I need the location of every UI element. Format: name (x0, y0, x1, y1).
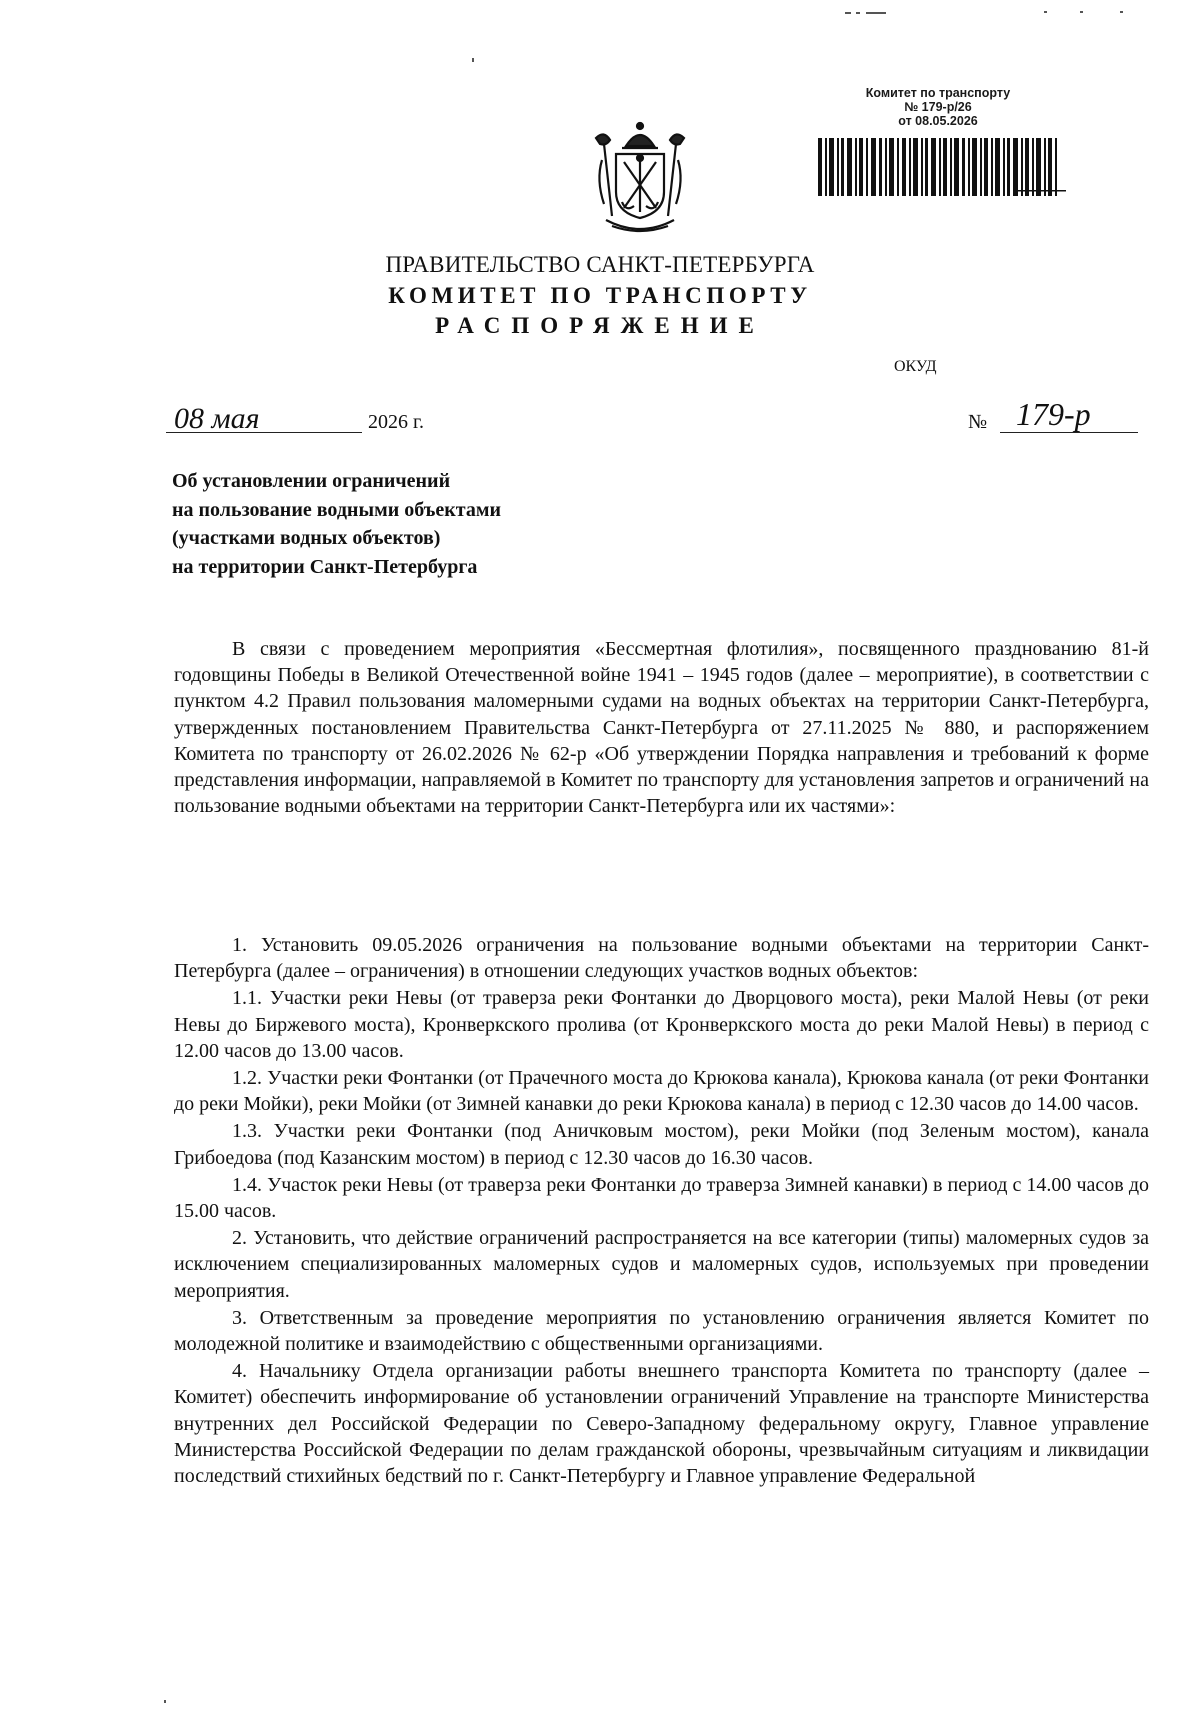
scan-speck (1080, 11, 1083, 13)
okud-label: ОКУД (894, 358, 937, 375)
date-underline (166, 432, 362, 433)
scan-speck (1044, 11, 1047, 13)
item-1-2: 1.2. Участки реки Фонтанки (от Прачечного моста до Крюкова канала), Крюкова канала (от реки Фонтанки до реки Мойки), реки Мойки (от Зимней канавки до реки Крюкова канала) в период с 12.30 часов до 14.00 часов. (174, 1067, 1149, 1116)
scan-speck (866, 12, 886, 14)
subject-line: на пользование водными объектами (172, 498, 501, 521)
registration-stamp (818, 86, 1058, 128)
document-year: 2026 г. (368, 411, 424, 433)
order-items (174, 932, 1149, 1489)
item-4: 4. Начальнику Отдела организации работы внешнего транспорта Комитета по транспорту (далее – Комитет) обеспечить информирование об установлении ограничений Управление на транспорте Министерства внутренних дел Российской Федерации по Северо-Западному федеральному округу, Главное управление Министерства Российской Федерации по делам гражданской обороны, чрезвычайным ситуациям и ликвидации последствий стихийных бедствий по г. Санкт-Петербургу и Главное управление Федеральной (174, 1360, 1149, 1488)
subject-line: на территории Санкт-Петербурга (172, 555, 478, 578)
subject-line: Об установлении ограничений (172, 470, 451, 492)
item-1-4: 1.4. Участок реки Невы (от траверза реки Фонтанки до траверза Зимней канавки) в период с 14.00 часов до 15.00 часов. (174, 1173, 1149, 1223)
handwritten-date: 08 мая (174, 402, 260, 435)
document-type: РАСПОРЯЖЕНИЕ (435, 313, 765, 338)
item-2: 2. Установить, что действие ограничений распространяется на все категории (типы) маломерных судов за исключением специализированных маломерных судов и маломерных судов, используемых при проведении мероприятия. (174, 1227, 1149, 1302)
scan-speck (1120, 11, 1123, 13)
preamble-block (174, 636, 1149, 819)
item-1-3: 1.3. Участки реки Фонтанки (под Аничковым мостом), реки Мойки (под Зеленым мостом), канала Грибоедова (под Казанским мостом) в период с 12.30 часов до 16.30 часов. (174, 1120, 1149, 1169)
government-title: ПРАВИТЕЛЬСТВО САНКТ-ПЕТЕРБУРГА (385, 252, 815, 277)
number-underline (1000, 432, 1138, 433)
handwritten-number: 179-р (1016, 396, 1091, 432)
barcode-icon (818, 138, 1066, 196)
preamble-paragraph: В связи с проведением мероприятия «Бессмертная флотилия», посвященного празднованию 81-й годовщины Победы в Великой Отечественной войне 1941 – 1945 годов (далее – мероприятие), в соответствии с пунктом 4.2 Правил пользования маломерными судами на водных объектах на территории Санкт-Петербурга, утвержденных постановлением Правительства Санкт-Петербурга от 27.11.2025 № 880, и распоряжением Комитета по транспорту от 26.02.2026 № 62-р «Об утверждении Порядка направления и требований к форме представления информации, направляемой в Комитет по транспорту для установления запретов и ограничений на пользование водными объектами на территории Санкт-Петербурга или их частями»: (174, 638, 1149, 818)
scan-speck (472, 58, 474, 62)
number-sign: № (968, 411, 988, 433)
scan-speck (856, 12, 860, 14)
committee-title: КОМИТЕТ ПО ТРАНСПОРТУ (388, 283, 812, 308)
stamp-org: Комитет по транспорту (865, 86, 1011, 100)
stamp-reg-number: № 179-р/26 (904, 100, 972, 114)
scan-speck (845, 12, 851, 14)
item-1-1: 1.1. Участки реки Невы (от траверза реки Фонтанки до Дворцового моста), реки Малой Невы (от реки Невы до Биржевого моста), Кронверкского пролива (от Кронверкского моста до реки Малой Невы) в период с 12.00 часов до 13.00 часов. (174, 987, 1149, 1062)
saint-petersburg-coat-of-arms-icon (586, 120, 694, 238)
item-1: 1. Установить 09.05.2026 ограничения на пользование водными объектами на территории Санкт-Петербурга (далее – ограничения) в отношении следующих участков водных объектов: (174, 934, 1149, 983)
document-subject (172, 467, 672, 581)
stamp-reg-date: от 08.05.2026 (898, 114, 978, 128)
subject-line: (участками водных объектов) (172, 527, 441, 549)
scan-speck (164, 1700, 166, 1703)
item-3: 3. Ответственным за проведение мероприятия по установлению ограничения является Комитет по молодежной политике и взаимодействию с общественными организациями. (174, 1306, 1149, 1356)
